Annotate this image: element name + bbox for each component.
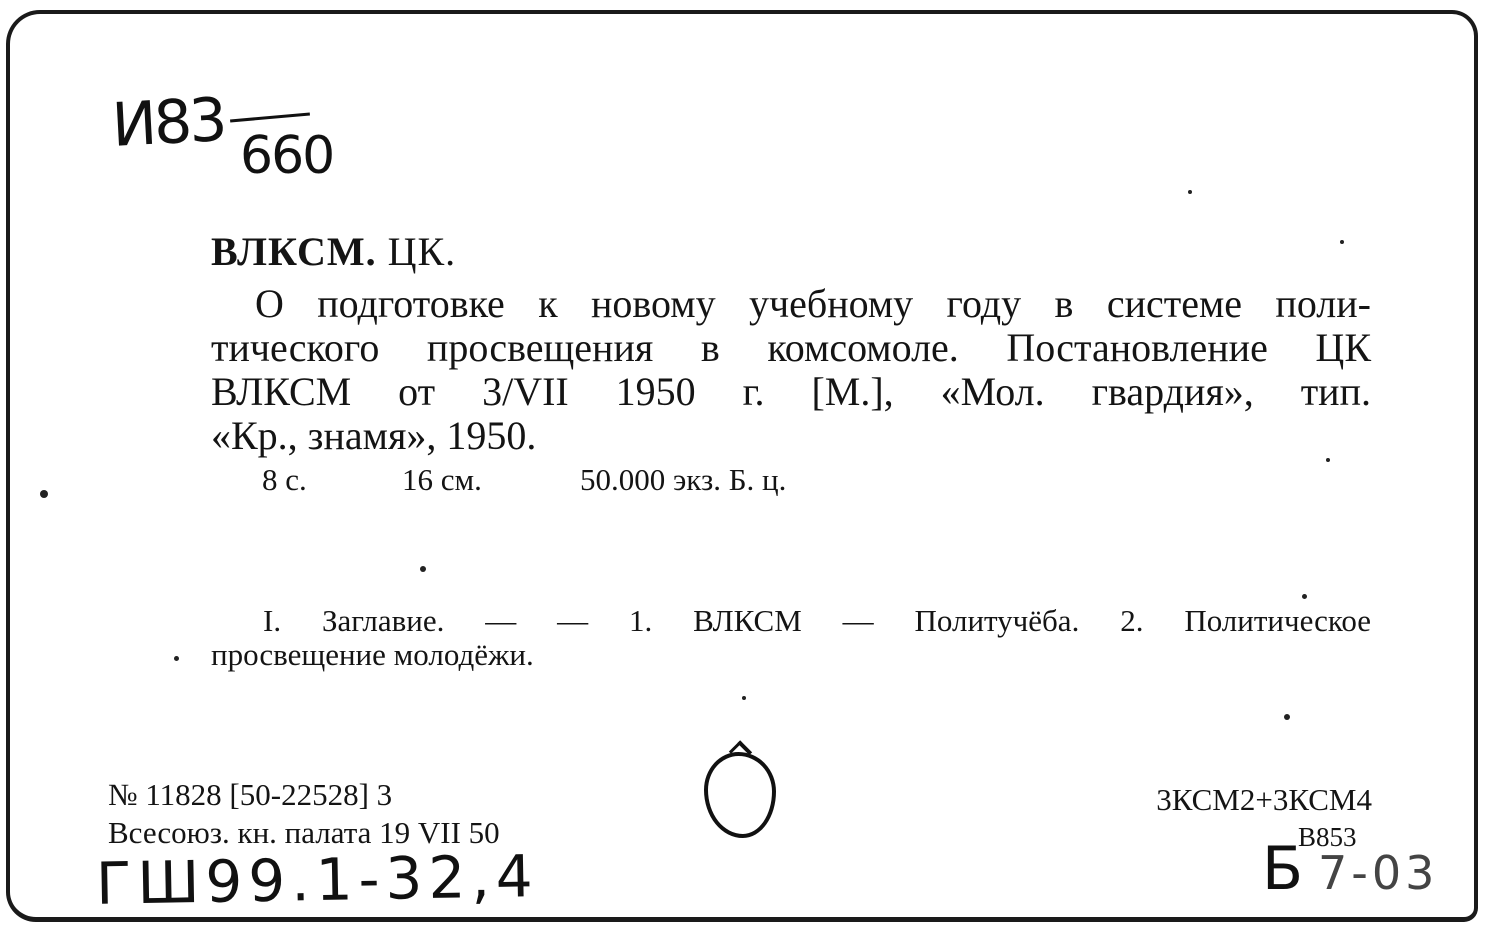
ink-speck	[420, 566, 426, 572]
collation-size: 16 см.	[402, 462, 482, 497]
description-line-3: ВЛКСМ от 3/VII 1950 г. [М.], «Мол. гвардия», тип.	[211, 369, 1371, 414]
ink-speck	[742, 696, 746, 700]
registration-info	[108, 776, 500, 852]
card-heading	[211, 228, 456, 275]
ink-speck	[1302, 594, 1307, 599]
tracings-line-2: просвещение молодёжи.	[211, 637, 534, 672]
registration-number: № 11828 [50-22528] 3	[108, 777, 393, 812]
shelf-mark-prefix: И83	[110, 85, 226, 161]
ink-speck	[174, 656, 179, 661]
tracings-line-1: I. Заглавие. — — 1. ВЛКСМ — Политучёба. 2. Политическое	[263, 603, 1371, 638]
description-line-1: О подготовке к новому учебному году в системе поли-	[255, 281, 1371, 326]
ink-speck	[1188, 190, 1192, 194]
book-chamber-date: Всесоюз. кн. палата 19 VII 50	[108, 815, 500, 850]
heading-main: ВЛКСМ.	[211, 229, 377, 274]
heading-sub: ЦК.	[387, 229, 457, 274]
collation-pages: 8 с.	[262, 462, 307, 497]
ink-speck	[1340, 240, 1344, 244]
call-number-letter: Б	[1262, 834, 1304, 904]
description-line-2: тического просвещения в комсомоле. Постановление ЦК	[211, 325, 1371, 370]
inventory-number: ГШ99.1-32,4	[95, 842, 540, 918]
call-number-rest: 7-03	[1318, 846, 1439, 900]
subject-tracings	[211, 604, 1371, 672]
bibliographic-description	[211, 282, 1371, 458]
cutter-number: В853	[1298, 822, 1357, 852]
description-line-4: «Кр., знамя», 1950.	[211, 413, 537, 458]
shelf-mark-denominator: 660	[240, 126, 334, 186]
ink-speck	[1326, 458, 1330, 462]
ink-speck	[40, 490, 48, 498]
ink-speck	[1284, 714, 1290, 720]
classification-index: 3КСМ2+3КСМ4	[1156, 782, 1372, 817]
collation-print-run: 50.000 экз. Б. ц.	[580, 462, 787, 497]
